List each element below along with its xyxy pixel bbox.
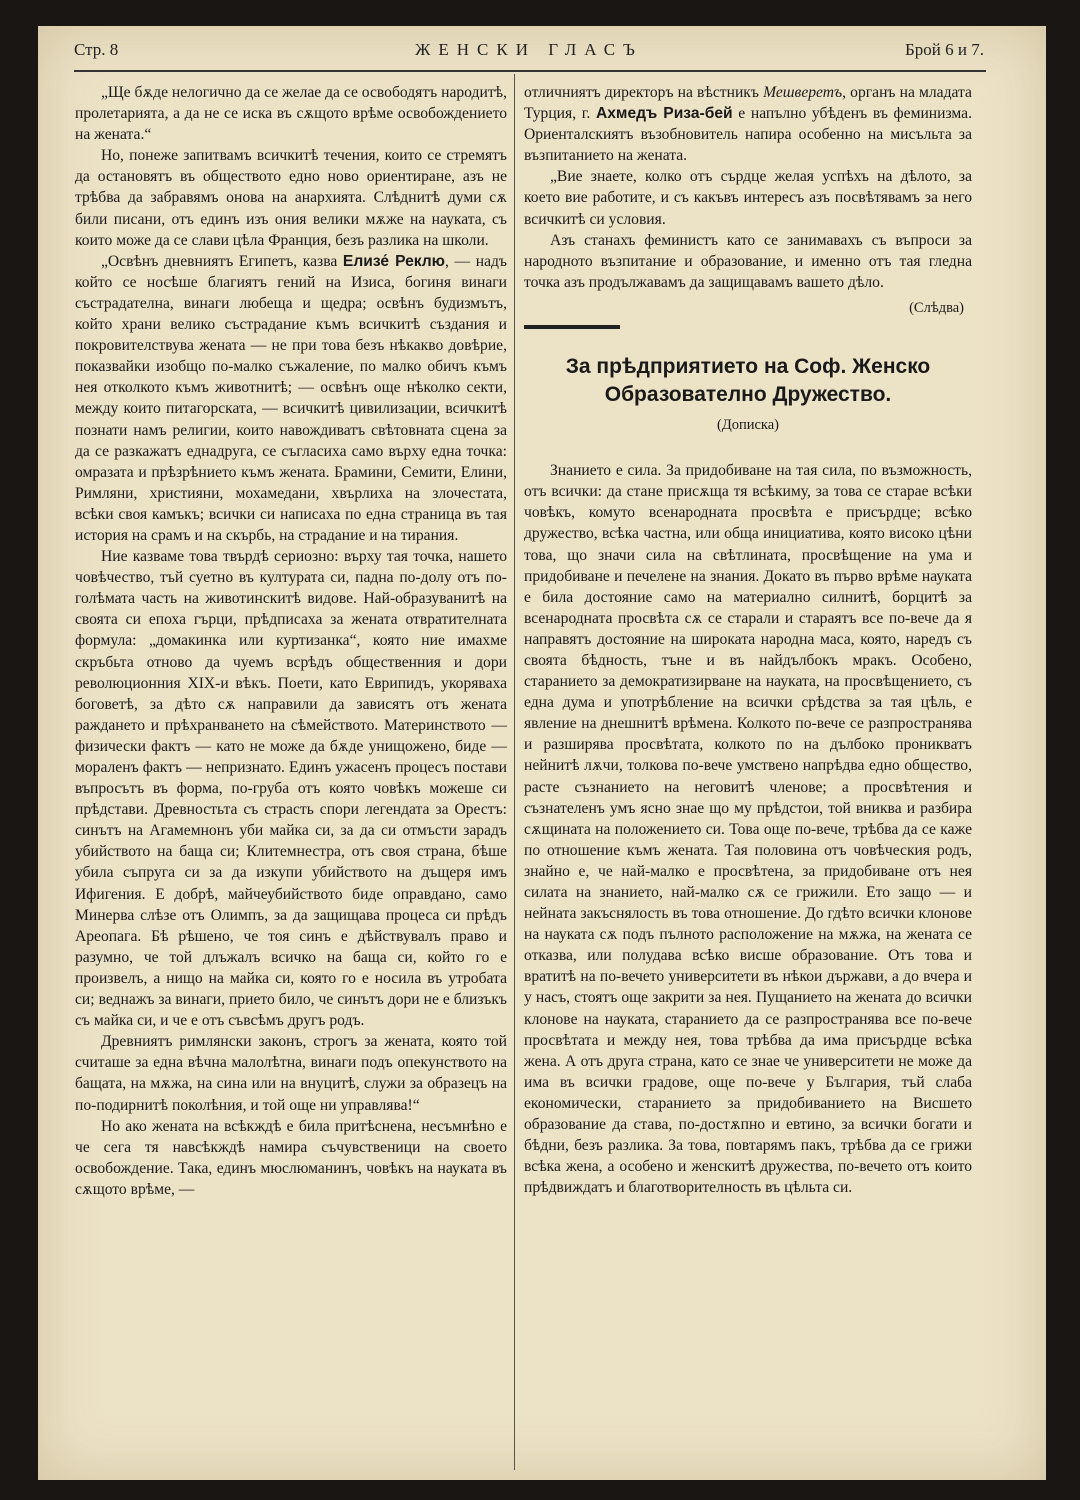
text-run: , органъ на младата Турция, г. bbox=[524, 84, 972, 123]
issue-number: Брой 6 и 7. bbox=[905, 40, 984, 59]
newspaper-page bbox=[38, 26, 1046, 1480]
page-header bbox=[74, 40, 984, 66]
right-column bbox=[524, 82, 972, 1198]
paragraph: Но, понеже запитвамъ всичкитѣ течения, които се стремятъ да остановятъ въ обществото едно ново ориентиране, азъ не трѣбва да забравямъ онова на анархията. Слѣднитѣ думи сѫ били писани, отъ единъ изъ ония велики мѫже на науката, съ които може да се слави цѣла Франция, безъ разлика на школи. bbox=[75, 147, 507, 249]
paragraph: „Ще бѫде нелогично да се желае да се освободятъ народитѣ, пролетарията, а да не се иска въ сѫщото врѣме освобождението на жената.“ bbox=[75, 84, 507, 144]
header-rule bbox=[74, 70, 986, 72]
paragraph bbox=[524, 82, 972, 166]
text-run: „Освѣнъ дневниятъ Египетъ, казва bbox=[101, 252, 343, 270]
left-column bbox=[75, 82, 507, 1200]
text-run: , — надъ който се носѣше благиятъ гений на Изиса, богиня винаги състрадателна, винаги любеща и щедра; освѣнъ будизмътъ, който храни велико състрадание къмъ всичкитѣ създания и покровителствува жената — не при това безъ нѣкакво довѣрие, показвайки изобщо по-малко съжаление, по малко обичъ къмъ нея отколкото къмъ животнитѣ; — освѣнъ още нѣколко секти, между които питагорската, — всичкитѣ цивилизации, всичкитѣ познати намъ религии, които навождиватъ свѣтовната сцена за да се разкажатъ еднадруга, се съгласиха само върху една точка: омразата и прѣзрѣнието къмъ жената. Брамини, Семити, Елини, Римляни, християни, мохамедани, хвърлиха на злочестата, всѣки своя камъкъ; всички си написаха по една страница въ тая история на срамъ и на скърбь, на страдание и на тирания. bbox=[75, 252, 507, 544]
to-be-continued: (Слѣдва) bbox=[909, 299, 964, 316]
page-number: Стр. 8 bbox=[74, 40, 119, 59]
text-run: е напълно убѣденъ въ феминизма. Ориенталскиятъ възобновитель напира особенно на мисъльта за възпитанието на жената. bbox=[524, 105, 972, 165]
article-subtitle: (Дописка) bbox=[716, 417, 779, 434]
section-divider bbox=[524, 325, 620, 329]
article-title: За прѣдприятието на Соф. Женско Образователно Дружество. bbox=[565, 355, 931, 407]
paragraph: „Вие знаете, колко отъ сърдце желая успѣхъ на дѣлото, за което вие работите, и съ какъвъ интересъ азъ посвѣтявамъ за него всичкитѣ си условия. bbox=[524, 168, 972, 228]
paragraph: Ние казваме това твърдѣ сериозно: върху тая точка, нашето човѣчество, тъй суетно въ културата си, падна по-долу отъ по-голѣмата часть на животинскитѣ видове. Най-образуванитѣ на своята си епоха гърци, прѣдписаха за жената отвратителната формула: „домакинка или куртизанка“, която ние имахме скръбьта отново да чуемъ всрѣдъ общественния и дори революционния XIX-и вѣкъ. Поети, като Еврипидъ, укоряваха боговетѣ, за дѣто сѫ направили да зависятъ отъ жената раждането и прѣхранването на сѣмейството. Материнството — физически фактъ — като не може да бѫде унищожено, биде — моралeнъ фактъ — непризнато. Единъ ужасенъ процесъ постави въпросътъ въ форма, по-груба отъ която човѣкъ можеше си прѣдстави. Древностьта съ страсть споpи легендата за Орестъ: синътъ на Агамемнонъ уби майка си, за да си отмъсти зарадъ убийството на баща си; Клитемнестра, отъ своя страна, бѣше убила съпруга си за да изкупи убийството на дъщеря имъ Ифигения. Е добрѣ, майчеубийството биде оправдано, само Минерва слѣзе отъ Олимпъ, за да защищава процеса си прѣдъ Ареопага. Бѣ рѣшено, че тоя синъ е дѣйствувалъ право и разумно, че той длъжалъ всичко на баща си, който го е произвелъ, а нищо на майка си, която го е носила въ утробата си; веднажъ за винаги, прието било, че синътъ дори не е близъкъ съ майка си, и че е отъ съвсѣмъ другъ родъ. bbox=[75, 548, 507, 1030]
person-name: Ахмедъ Риза-бей bbox=[595, 105, 733, 123]
paragraph bbox=[75, 251, 507, 546]
masthead-title: ЖЕНСКИ ГЛАСЪ bbox=[415, 40, 643, 59]
author-name: Елизе́ Реклю bbox=[342, 252, 445, 270]
article-body: Знанието е сила. За придобиване на тая сила, по възможность, отъ всички: да стане присѫща тя всѣкиму, за това се старае всѣки човѣкъ, комуто всенародната просвѣта е присърдце; всѣко дружество, всѣка частна, или обща инициатива, която високо цѣни това, що значи сила на свѣтлината, просвѣщение на ума и придобиване и печелене на знания. Докато въ първо врѣме науката е била достояние само на материално силнитѣ, борцитѣ за всенародната просвѣта сѫ се старали и стараятъ все по-вече да я направятъ достояние на широката народна маса, която, наредъ съ своята бѣдность, тъне и въ найдълбокъ мракъ. Особено, старанието за демократизирване на науката, на просвѣщението, съ една дума и употрѣбление на всички срѣдства за тая цѣль, е явление на днешнитѣ врѣмена. Колкото по-вече се разпространява и разширява просвѣтата, колкото по на дълбоко проникватъ нейнитѣ лѫчи, толкова по-вече умствено напрѣдва едно общество, расте съзнанието на неговитѣ членове; а просвѣтения и съзнателенъ умъ ясно знае що му прѣдстои, той вниква и разбира сѫщината на положението си. Това още по-вече, трѣбва да се каже по отношение къмъ жената. Тая половина отъ човѣческия родъ, знайно е, че най-малко е просвѣтена, за придобиване отъ нея силата на знанието, най-малко сѫ се грижили. Ето защо — и нейната закъснялость въ това отношение. До гдѣто всички клонове на науката сѫ подъ пълното расположение на мѫжа, на жената се отказва, или полудава всѣко висше образование. Отъ това и вратитѣ на по-вечето университети въ нѣкои държави, а до вчера и у насъ, стоятъ още закрити за нея. Пущанието на жената до всички клонове на науката, старанието да се разпространява все по-вече просвѣтата и между нея, това трѣбва да има присърдце всѣка жена. А отъ друга страна, като се знае че университети не може да има въ всички градове, още по-вече у България, тъй слаба економически, старанието за придобиванието на Висшето образование да става, по-достѫпно и евтино, за всички богати и бѣдни, безъ разлика. За това, повтарямъ пакъ, трѣбва да се грижи всѣка жена, а особено и женскитѣ дружества, по-вечето отъ които прѣдвиждатъ и благотворителность въ цѣльта си. bbox=[524, 462, 972, 1197]
text-run: отличниятъ директоръ на вѣстникъ bbox=[524, 84, 764, 101]
paragraph: Древниятъ римлянски законъ, строгъ за жената, която той считаше за една вѣчна малолѣтна, винаги подъ опекунството на бащата, на мѫжа, на сина или на внуцитѣ, служи за образецъ на по-подирнитѣ поколѣния, и той още ни управлява!“ bbox=[75, 1033, 507, 1114]
paragraph: Азъ станахъ феминистъ като се занимавахъ съ въпроси за народното възпитание и образование, и именно отъ тая гледна точка азъ продължавамъ да защищавамъ вашето дѣло. bbox=[524, 231, 972, 291]
paragraph: Но ако жената на всѣкждѣ е била притѣснена, несъмнѣно е че сега тя навсѣкждѣ намира съчувственици на своето освобождение. Така, единъ мюслюманинъ, човѣкъ на науката въ сѫщото врѣме, — bbox=[75, 1117, 507, 1198]
newspaper-name: Мешверетъ bbox=[763, 84, 843, 101]
column-divider bbox=[514, 74, 515, 1470]
